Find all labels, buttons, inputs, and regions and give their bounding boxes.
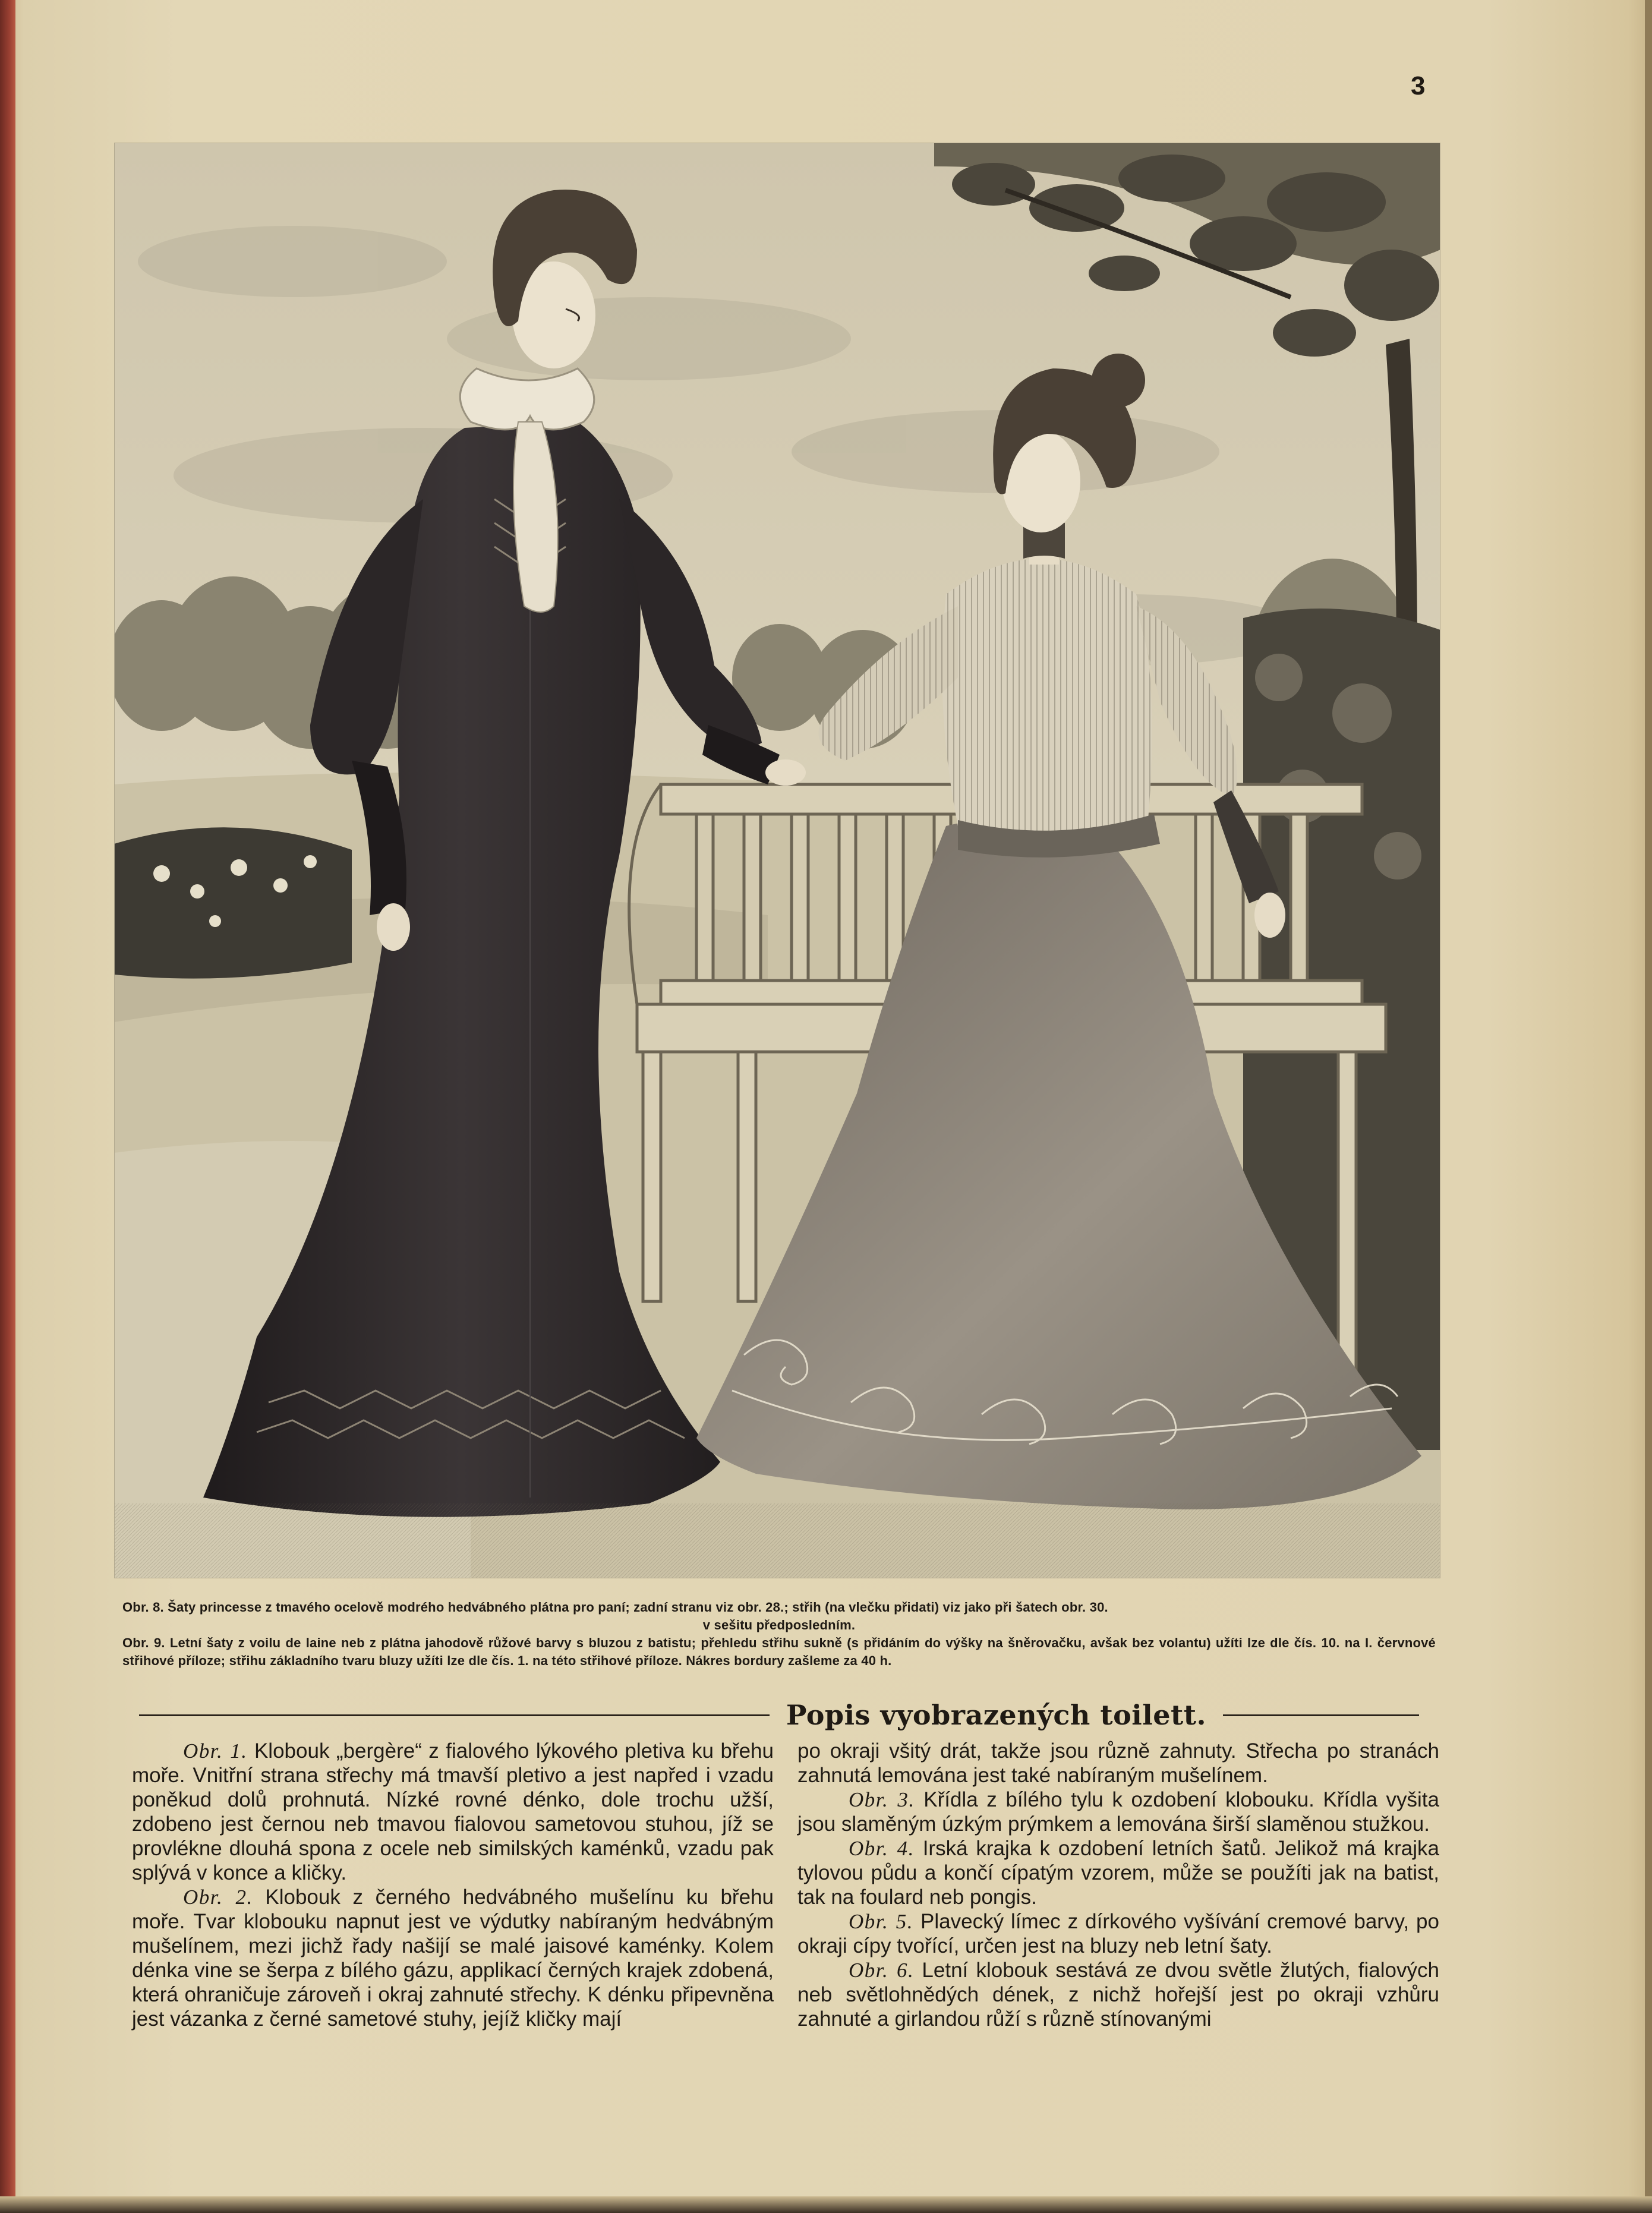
caption-fig-8-continued: v sešitu předposledním. [702, 1618, 856, 1632]
page-number: 3 [1411, 71, 1426, 100]
paragraph-text: Klobouk „bergère“ z fialového lýkového pletiva ku břehu moře. Vnitřní strana střechy má tmavší pletivo a jest napřed i vzadu poněkud dolů prohnutá. Nízké rovné dénko, dole trochu užší, zdobeno jest černou neb tmavou fialovou sametovou stuhou, jíž se provlékne dlouhá spona z ocele neb similských kaménků, vzadu pak splývá v konce a kličky. [132, 1739, 774, 1884]
article-paragraph [797, 1909, 1439, 1958]
caption-fig-8: Obr. 8. Šaty princesse z tmavého ocelově modrého hedvábného plátna pro paní; zadní stranu viz obr. 28.; střih (na vlečku přidati) viz jako při šatech obr. 30. [122, 1600, 1108, 1615]
figure-label: Obr. 2. [183, 1886, 253, 1909]
paragraph-text: Klobouk z černého hedvábného mušelínu ku břehu moře. Tvar klobouku napnut jest ve výdutky nabíraným hedvábným mušelínem, mezi jichž řady našijí se malé jaisové kaménky. Kolem dénka vine se šerpa z bílého gázu, applikací černých krajek zdobená, která ohraničuje zároveň i okraj zahnuté střechy. K dénku připevněna jest vázanka z černé sametové stuhy, jejíž kličky mají [132, 1886, 774, 2031]
paragraph-text: Letní klobouk sestává ze dvou světle žlutých, fialových neb světlohnědých dének, z nichž hořejší jest po okraji vzhůru zahnuté a girlandou růží s různě stínovanými [797, 1959, 1439, 2031]
figure-label: Obr. 6. [849, 1959, 915, 1982]
figure-label: Obr. 1. [183, 1739, 248, 1763]
binding-edge [0, 0, 15, 2213]
page-bottom-edge [0, 2196, 1652, 2213]
left-column [132, 1739, 774, 2031]
figure-label: Obr. 5. [849, 1910, 914, 1933]
right-column [797, 1739, 1439, 2031]
paragraph-text: Plavecký límec z dírkového vyšívání cremové barvy, po okraji cípy tvořící, určen jest na bluzy neb letní šaty. [797, 1910, 1439, 1957]
header-rule-left [139, 1714, 770, 1716]
section-title: Popis vyobrazených toilett. [786, 1699, 1206, 1731]
section-header [122, 1697, 1436, 1733]
paragraph-text: Irská krajka k ozdobení letních šatů. Jelikož má krajka tylovou půdu a končí cípatým vzorem, může se použíti jak na batist, tak na foulard neb pongis. [797, 1837, 1439, 1909]
header-rule-right [1223, 1714, 1419, 1716]
figure-label: Obr. 4. [849, 1837, 915, 1860]
article-paragraph [797, 1958, 1439, 2031]
page-edge [1645, 0, 1652, 2213]
article-paragraph-continued: po okraji všitý drát, takže jsou různě zahnuty. Střecha po stranách zahnutá lemována jest také nabíraným mušelínem. [797, 1739, 1439, 1787]
article-paragraph [797, 1788, 1439, 1836]
article-body [132, 1739, 1439, 2031]
article-paragraph [797, 1836, 1439, 1909]
figure-captions [122, 1599, 1436, 1670]
article-paragraph [132, 1739, 774, 1885]
caption-fig-9: Obr. 9. Letní šaty z voilu de laine neb z plátna jahodově růžové barvy s bluzou z batistu; přehledu střihu sukně (s přidáním do výšky na šněrovačku, avšak bez volantu) užíti lze dle čís. 10. na I. červnové střihové příloze; střihu základního tvaru bluzy užíti lze dle čís. 1. na této střihové příloze. Nákres bordury zašleme za 40 h. [122, 1635, 1436, 1668]
article-paragraph [132, 1885, 774, 2031]
figure-label: Obr. 3. [849, 1788, 915, 1811]
flower-bed [114, 827, 352, 978]
paragraph-text: Křídla z bílého tylu k ozdobení klobouku. Křídla vyšita jsou slaměným úzkým prýmkem a lemována širší slaměnou stužkou. [797, 1788, 1439, 1836]
fashion-plate-illustration [114, 143, 1440, 1578]
